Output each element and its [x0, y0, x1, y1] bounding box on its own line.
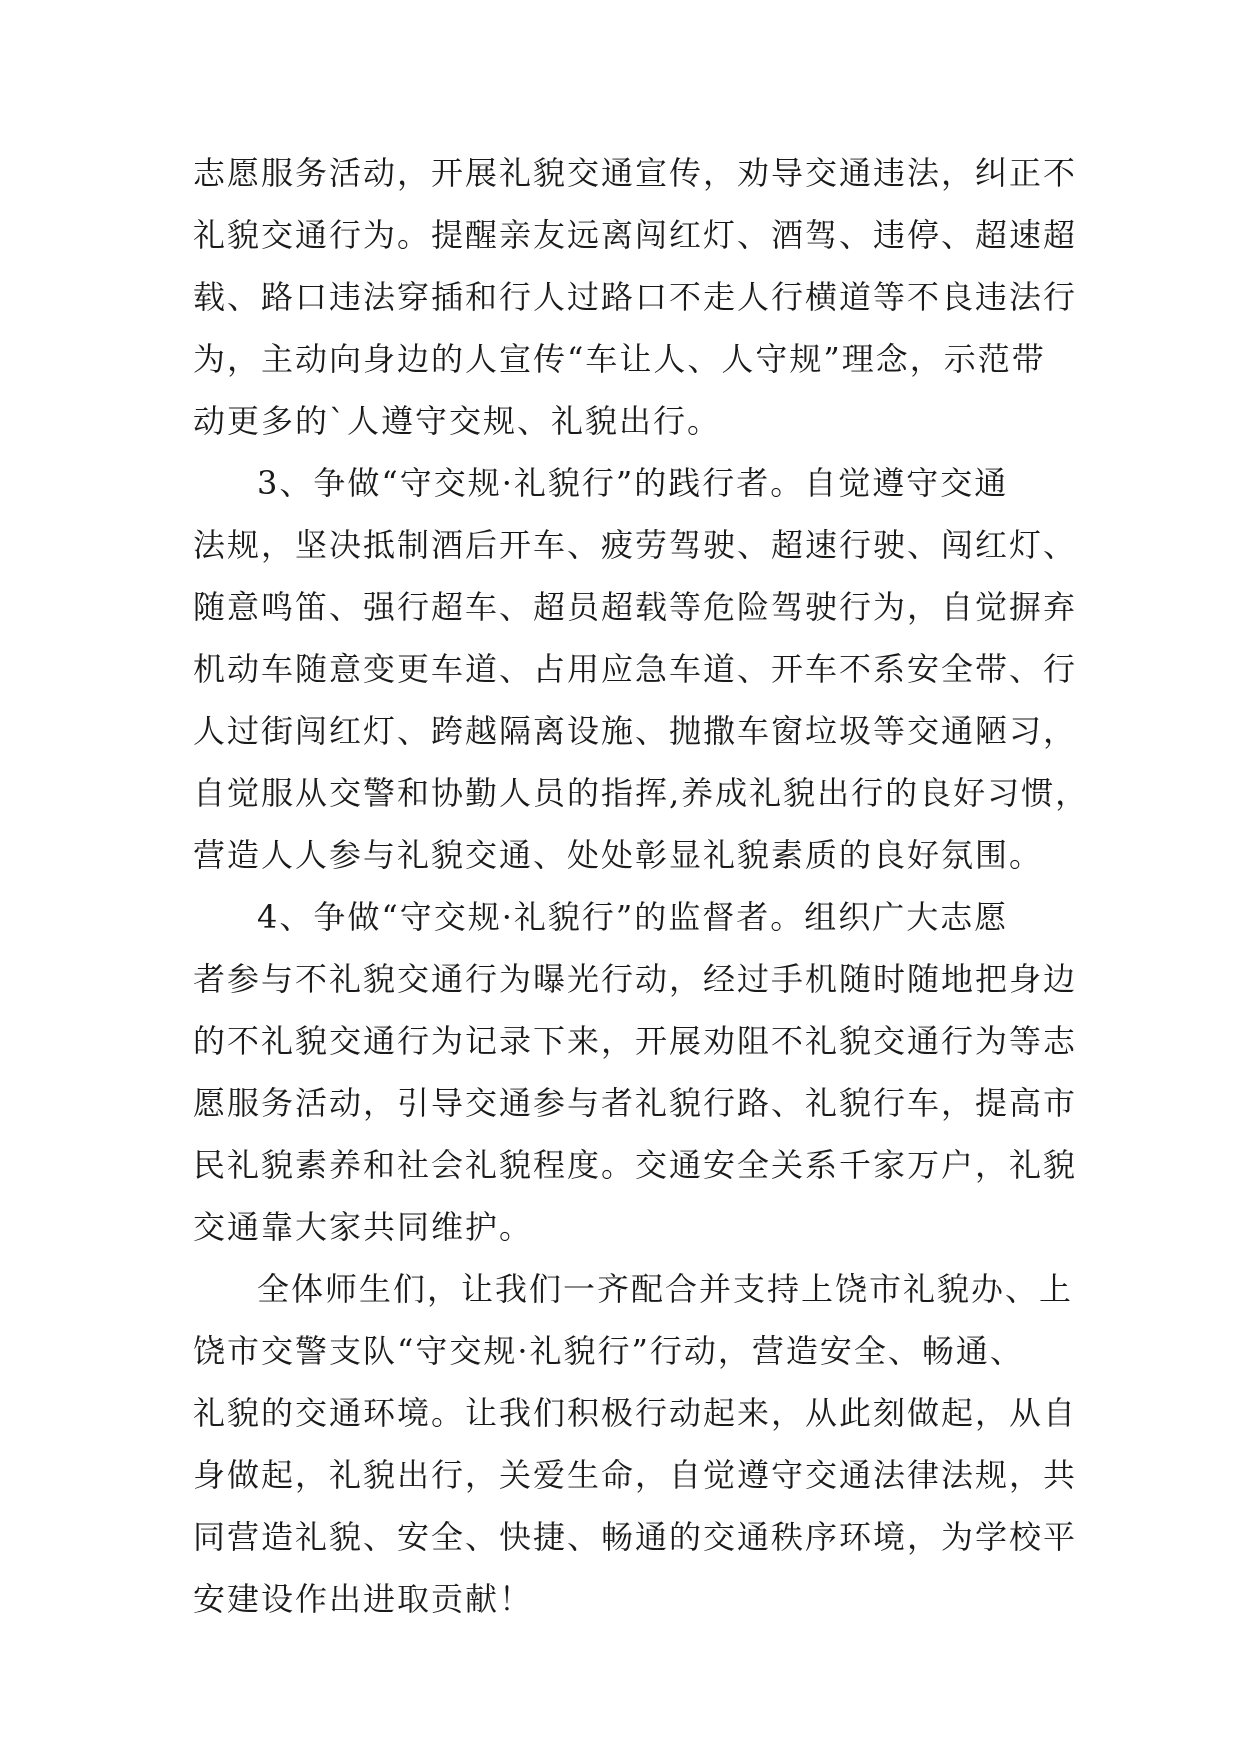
text-line: 愿服务活动，引导交通参与者礼貌行路、礼貌行车，提高市	[193, 1084, 1078, 1122]
paragraph-3-start: 3、争做“守交规·礼貌行”的践行者。自觉遵守交通	[257, 464, 1009, 502]
text-line: 法规，坚决抵制酒后开车、疲劳驾驶、超速行驶、闯红灯、	[193, 526, 1078, 564]
text-line: 载、路口违法穿插和行人过路口不走人行横道等不良违法行	[193, 278, 1078, 316]
text-line: 志愿服务活动，开展礼貌交通宣传，劝导交通违法，纠正不	[193, 154, 1078, 192]
text-line: 营造人人参与礼貌交通、处处彰显礼貌素质的良好氛围。	[193, 836, 1044, 874]
text-line: 者参与不礼貌交通行为曝光行动，经过手机随时随地把身边	[193, 960, 1078, 998]
text-line: 动更多的`人遵守交规、礼貌出行。	[193, 402, 722, 440]
document-body	[193, 154, 1090, 1645]
text-line: 交通靠大家共同维护。	[193, 1208, 534, 1246]
text-line: 自觉服从交警和协勤人员的指挥,养成礼貌出行的良好习惯，	[193, 774, 1090, 812]
text-line: 同营造礼貌、安全、快捷、畅通的交通秩序环境，为学校平	[193, 1518, 1078, 1556]
text-line: 机动车随意变更车道、占用应急车道、开车不系安全带、行	[193, 650, 1078, 688]
text-line: 的不礼貌交通行为记录下来，开展劝阻不礼貌交通行为等志	[193, 1022, 1078, 1060]
text-line: 礼貌交通行为。提醒亲友远离闯红灯、酒驾、违停、超速超	[193, 216, 1078, 254]
text-line: 身做起，礼貌出行，关爱生命，自觉遵守交通法律法规，共	[193, 1456, 1078, 1494]
text-line: 礼貌的交通环境。让我们积极行动起来，从此刻做起，从自	[193, 1394, 1078, 1432]
text-line: 饶市交警支队“守交规·礼貌行”行动，营造安全、畅通、	[193, 1332, 1024, 1370]
text-line: 随意鸣笛、强行超车、超员超载等危险驾驶行为，自觉摒弃	[193, 588, 1078, 626]
text-line: 安建设作出进取贡献！	[193, 1580, 534, 1618]
closing-paragraph-start: 全体师生们，让我们一齐配合并支持上饶市礼貌办、上	[257, 1270, 1074, 1308]
text-line: 为，主动向身边的人宣传“车让人、人守规”理念，示范带	[193, 340, 1046, 378]
paragraph-4-start: 4、争做“守交规·礼貌行”的监督者。组织广大志愿	[257, 898, 1009, 936]
text-line: 人过街闯红灯、跨越隔离设施、抛撒车窗垃圾等交通陋习，	[193, 712, 1078, 750]
text-line: 民礼貌素养和社会礼貌程度。交通安全关系千家万户，礼貌	[193, 1146, 1078, 1184]
